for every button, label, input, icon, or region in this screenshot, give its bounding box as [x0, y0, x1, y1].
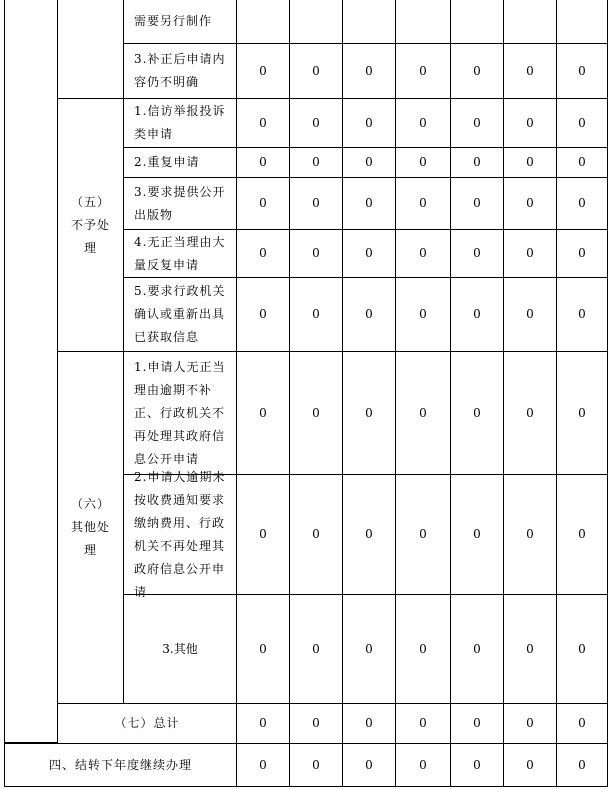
group-label-text: （五）不予处理	[70, 194, 110, 255]
value-cell	[556, 0, 608, 44]
value-cell: 0	[236, 743, 290, 787]
value-cell: 0	[236, 351, 290, 475]
value-cell: 0	[236, 147, 290, 178]
value-cell: 0	[289, 594, 343, 704]
value-cell	[342, 0, 396, 44]
value-cell: 0	[342, 351, 396, 475]
row-label	[123, 177, 237, 230]
value-cell: 0	[450, 743, 504, 787]
group-continuation-cell	[57, 0, 124, 99]
value-cell: 0	[236, 703, 290, 744]
row-label-text: 3.其他	[162, 641, 198, 656]
value-cell: 0	[450, 351, 504, 475]
value-cell: 0	[556, 177, 608, 230]
value-cell: 0	[503, 277, 557, 352]
value-cell	[236, 0, 290, 44]
value-cell: 0	[236, 43, 290, 99]
value-cell: 0	[289, 43, 343, 99]
value-cell: 0	[342, 98, 396, 148]
value-cell: 0	[503, 147, 557, 178]
row-label	[123, 351, 237, 475]
row-label-text: 5.要求行政机关确认或重新出具已获取信息	[134, 284, 226, 344]
value-cell: 0	[556, 474, 608, 595]
value-cell: 0	[395, 147, 451, 178]
value-cell: 0	[236, 229, 290, 278]
value-cell: 0	[503, 229, 557, 278]
left-margin-cell	[4, 0, 58, 743]
row-label-text: 需要另行制作	[134, 14, 213, 28]
value-cell: 0	[236, 98, 290, 148]
value-cell: 0	[395, 277, 451, 352]
value-cell: 0	[503, 594, 557, 704]
total-label: （七）总计	[57, 703, 237, 744]
value-cell: 0	[395, 229, 451, 278]
value-cell: 0	[289, 703, 343, 744]
row-label	[123, 43, 237, 99]
value-cell: 0	[342, 703, 396, 744]
value-cell: 0	[395, 177, 451, 230]
value-cell: 0	[395, 594, 451, 704]
value-cell: 0	[503, 474, 557, 595]
value-cell: 0	[289, 147, 343, 178]
value-cell: 0	[450, 147, 504, 178]
value-cell	[395, 0, 451, 44]
value-cell: 0	[556, 98, 608, 148]
value-cell: 0	[503, 743, 557, 787]
value-cell: 0	[556, 147, 608, 178]
value-cell: 0	[289, 277, 343, 352]
value-cell: 0	[236, 594, 290, 704]
group-label-no-processing	[57, 98, 124, 352]
value-cell: 0	[289, 229, 343, 278]
row-label	[123, 277, 237, 352]
value-cell: 0	[289, 474, 343, 595]
value-cell: 0	[450, 177, 504, 230]
value-cell: 0	[236, 474, 290, 595]
carryover-label: 四、结转下年度继续办理	[4, 743, 237, 787]
value-cell: 0	[342, 147, 396, 178]
row-label-text: 3.补正后申请内容仍不明确	[134, 52, 226, 89]
value-cell: 0	[342, 43, 396, 99]
row-label-text: 1.申请人无正当理由逾期不补正、行政机关不再处理其政府信息公开申请	[134, 359, 226, 466]
row-label-text: 3.要求提供公开出版物	[134, 184, 226, 222]
value-cell: 0	[503, 98, 557, 148]
value-cell: 0	[236, 177, 290, 230]
value-cell: 0	[342, 177, 396, 230]
value-cell: 0	[289, 743, 343, 787]
value-cell: 0	[556, 229, 608, 278]
value-cell	[450, 0, 504, 44]
value-cell: 0	[556, 594, 608, 704]
value-cell: 0	[289, 351, 343, 475]
value-cell: 0	[236, 277, 290, 352]
row-label	[123, 0, 237, 44]
row-label-text: 2.重复申请	[134, 155, 200, 169]
value-cell: 0	[450, 277, 504, 352]
value-cell	[503, 0, 557, 44]
value-cell: 0	[556, 743, 608, 787]
value-cell: 0	[342, 474, 396, 595]
value-cell: 0	[342, 594, 396, 704]
value-cell: 0	[342, 277, 396, 352]
value-cell: 0	[556, 43, 608, 99]
value-cell: 0	[342, 229, 396, 278]
row-label	[123, 594, 237, 704]
value-cell: 0	[503, 177, 557, 230]
value-cell: 0	[450, 98, 504, 148]
value-cell: 0	[450, 229, 504, 278]
value-cell: 0	[450, 703, 504, 744]
value-cell: 0	[395, 474, 451, 595]
row-label	[123, 229, 237, 278]
group-label-text: （六）其他处理	[70, 497, 110, 557]
value-cell: 0	[556, 277, 608, 352]
row-label	[123, 469, 237, 599]
row-label-text: 4.无正当理由大量反复申请	[134, 234, 226, 272]
value-cell: 0	[503, 43, 557, 99]
row-label-text: 2.申请人逾期未按收费通知要求缴纳费用、行政机关不再处理其政府信息公开申请	[134, 469, 226, 599]
row-label-text: 1.信访举报投诉类申请	[134, 104, 226, 141]
value-cell: 0	[289, 177, 343, 230]
value-cell: 0	[395, 98, 451, 148]
value-cell: 0	[395, 43, 451, 99]
value-cell: 0	[395, 743, 451, 787]
value-cell: 0	[289, 98, 343, 148]
value-cell: 0	[503, 351, 557, 475]
value-cell: 0	[450, 594, 504, 704]
value-cell: 0	[503, 703, 557, 744]
row-label	[123, 147, 237, 178]
value-cell: 0	[450, 474, 504, 595]
value-cell: 0	[556, 351, 608, 475]
value-cell: 0	[395, 703, 451, 744]
value-cell: 0	[450, 43, 504, 99]
row-label	[123, 98, 237, 148]
value-cell: 0	[556, 703, 608, 744]
group-label-other-processing	[57, 351, 124, 704]
value-cell	[289, 0, 343, 44]
value-cell: 0	[342, 743, 396, 787]
value-cell: 0	[395, 351, 451, 475]
